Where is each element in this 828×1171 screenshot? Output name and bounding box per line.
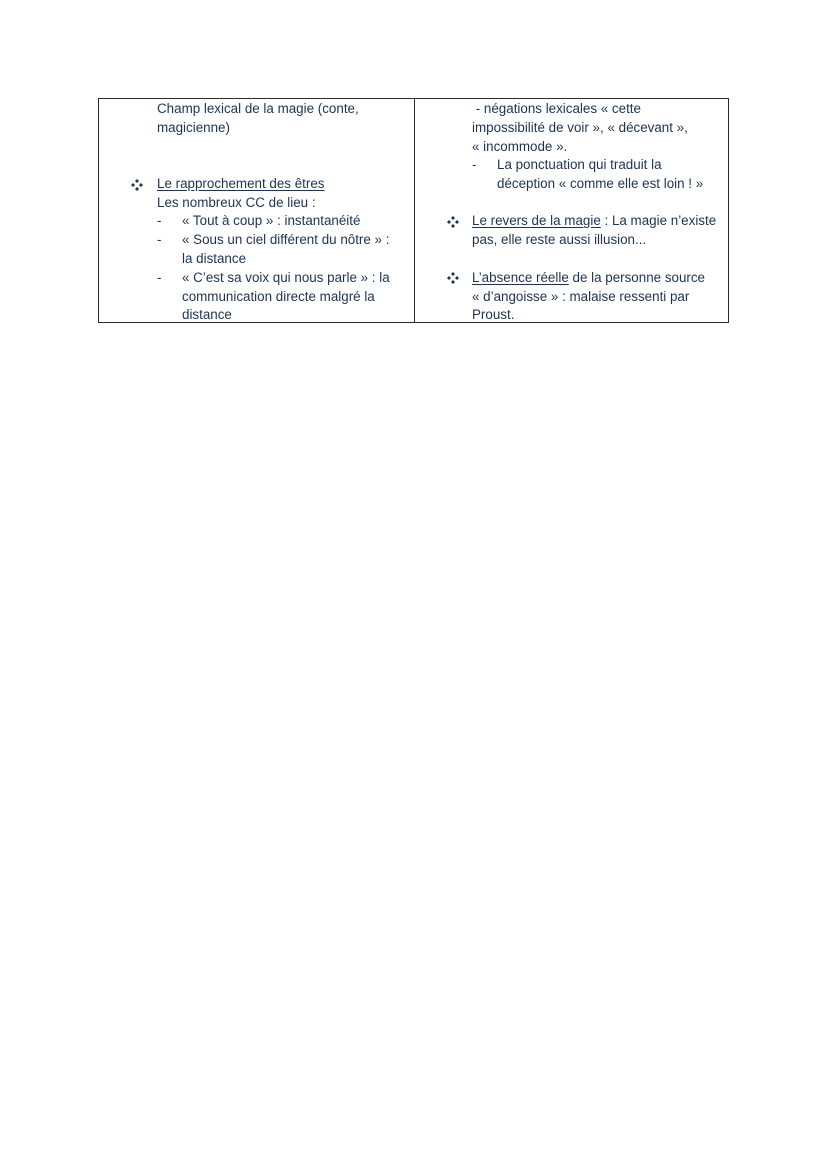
dash-marker: - (157, 270, 162, 285)
dash-marker: - (157, 213, 162, 228)
revers-title: Le revers de la magie (472, 213, 601, 228)
right-intro-line-2: impossibilité de voir », « décevant », (472, 120, 688, 135)
list-item-3-line-1: « C’est sa voix qui nous parle » : la (182, 270, 390, 285)
list-item-1-line-1: « Tout à coup » : instantanéité (182, 213, 361, 228)
subtitle-cc-lieu: Les nombreux CC de lieu : (157, 195, 316, 210)
right-intro-line-3: « incommode ». (472, 139, 568, 154)
left-intro-line-1: Champ lexical de la magie (conte, (157, 101, 359, 116)
ponctuation-line-1: La ponctuation qui traduit la (497, 157, 662, 172)
left-intro-line-2: magicienne) (157, 120, 230, 135)
absence-line-1 (472, 269, 705, 288)
revers-rest: : La magie n’existe (600, 213, 717, 228)
four-diamond-bullet-icon (447, 216, 459, 228)
content-table (98, 98, 729, 323)
revers-line-2: pas, elle reste aussi illusion... (472, 232, 647, 247)
list-item-2-line-2: la distance (182, 251, 247, 266)
dash-marker: - (472, 157, 477, 172)
absence-rest: de la personne source (568, 270, 706, 285)
absence-line-2: « d’angoisse » : malaise ressenti par (472, 289, 690, 304)
list-item-3-line-2: communication directe malgré la (182, 289, 375, 304)
ponctuation-line-2: déception « comme elle est loin ! » (497, 176, 704, 191)
right-intro-line-1: - négations lexicales « cette (472, 101, 641, 116)
absence-line-3: Proust. (472, 307, 515, 322)
dash-marker: - (157, 232, 162, 247)
section-title-rapprochement: Le rapprochement des êtres (157, 176, 325, 191)
four-diamond-bullet-icon (447, 272, 459, 284)
list-item-2-line-1: « Sous un ciel différent du nôtre » : (182, 232, 390, 247)
revers-line-1 (472, 212, 716, 231)
list-item-3-line-3: distance (182, 307, 232, 322)
absence-title: L’absence réelle (472, 270, 569, 285)
four-diamond-bullet-icon (131, 179, 143, 191)
column-divider (414, 99, 415, 322)
